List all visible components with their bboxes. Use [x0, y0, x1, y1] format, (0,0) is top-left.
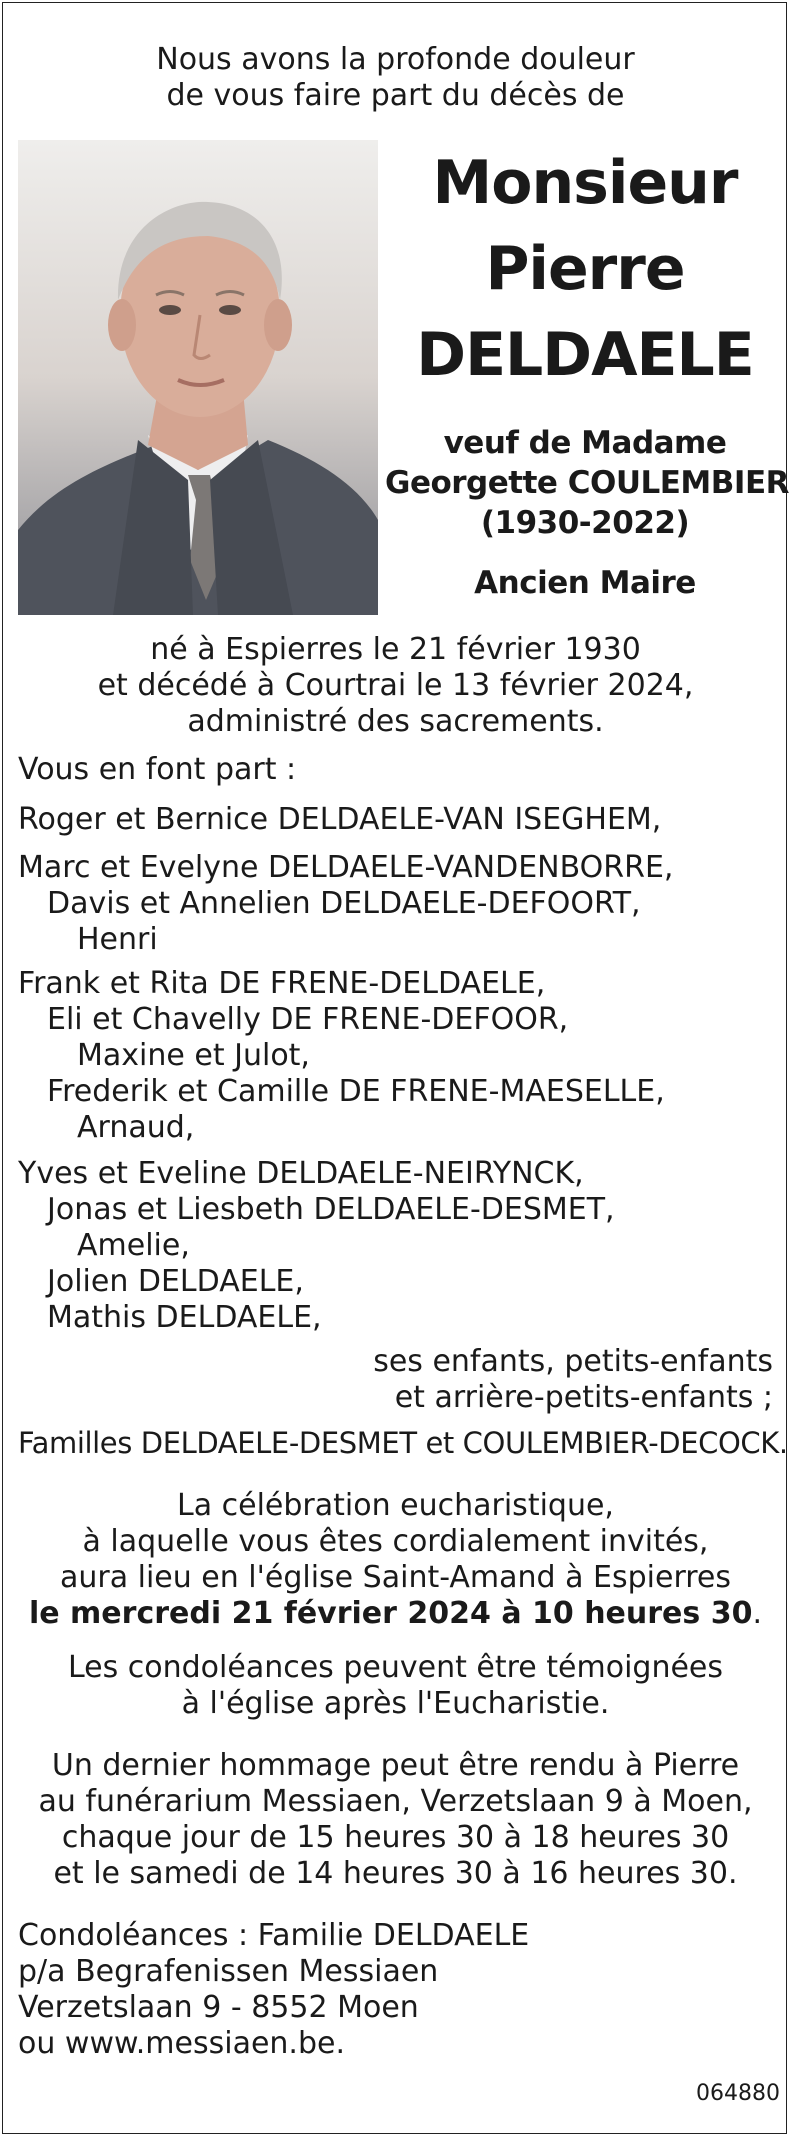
condolences-line-2: à l'église après l'Eucharistie.: [181, 1686, 610, 1721]
title-ancien-maire: Ancien Maire: [474, 565, 696, 601]
address-line-3: Verzetslaan 9 - 8552 Moen: [18, 1990, 419, 2025]
tribute-line-2: au funérarium Messiaen, Verzetslaan 9 à Moen,: [38, 1784, 753, 1819]
website-line: ou www.messiaen.be.: [18, 2026, 345, 2061]
relation-line-1: ses enfants, petits-enfants: [373, 1344, 773, 1379]
family-line: Henri: [77, 922, 158, 957]
family-line: Frank et Rita DE FRENE-DELDAELE,: [18, 966, 546, 1001]
family-line: Eli et Chavelly DE FRENE-DEFOOR,: [47, 1002, 569, 1037]
ceremony-line-1: La célébration eucharistique,: [177, 1488, 614, 1523]
families-line: Familles DELDAELE-DESMET et COULEMBIER-DECOCK.: [18, 1426, 788, 1460]
relation-line-2: et arrière-petits-enfants ;: [394, 1380, 773, 1415]
ceremony-period: .: [752, 1596, 763, 1631]
intro-line-1: Nous avons la profonde douleur: [156, 42, 635, 77]
announce-label: Vous en font part :: [18, 752, 297, 787]
ceremony-date: le mercredi 21 février 2024 à 10 heures 30: [28, 1596, 753, 1631]
ceremony-date-line: [0, 1596, 791, 1632]
tribute-line-3: chaque jour de 15 heures 30 à 18 heures 30: [61, 1820, 730, 1855]
family-line: Maxine et Julot,: [77, 1038, 310, 1073]
family-line: Yves et Eveline DELDAELE-NEIRYNCK,: [18, 1156, 584, 1191]
name-last: DELDAELE: [416, 320, 754, 390]
reference-number: 064880: [696, 2081, 780, 2106]
family-line: Jonas et Liesbeth DELDAELE-DESMET,: [47, 1192, 615, 1227]
spouse-line-2: Georgette COULEMBIER: [385, 465, 789, 501]
address-line-2: p/a Begrafenissen Messiaen: [18, 1954, 439, 1989]
condolences-line-1: Les condoléances peuvent être témoignées: [67, 1650, 724, 1685]
family-line: Marc et Evelyne DELDAELE-VANDENBORRE,: [18, 850, 674, 885]
tribute-line-4: et le samedi de 14 heures 30 à 16 heures 30.: [53, 1856, 738, 1891]
ceremony-line-3: aura lieu en l'église Saint-Amand à Espierres: [59, 1560, 732, 1595]
spouse-line-3: (1930-2022): [480, 505, 690, 541]
ceremony-line-2: à laquelle vous êtes cordialement invités,: [82, 1524, 709, 1559]
tribute-line-1: Un dernier hommage peut être rendu à Pierre: [51, 1748, 740, 1783]
portrait-photo: [18, 140, 378, 615]
spouse-line-1: veuf de Madame: [443, 425, 727, 461]
family-line: Roger et Bernice DELDAELE-VAN ISEGHEM,: [18, 802, 662, 837]
birth-line: né à Espierres le 21 février 1930: [150, 632, 641, 667]
sacrament-line: administré des sacrements.: [187, 704, 604, 739]
address-line-1: Condoléances : Familie DELDAELE: [18, 1918, 530, 1953]
name-honorific: Monsieur: [432, 148, 738, 218]
family-line: Jolien DELDAELE,: [47, 1264, 304, 1299]
family-line: Mathis DELDAELE,: [47, 1300, 322, 1335]
family-line: Davis et Annelien DELDAELE-DEFOORT,: [47, 886, 641, 921]
death-line: et décédé à Courtrai le 13 février 2024,: [97, 668, 694, 703]
name-first: Pierre: [485, 234, 685, 304]
family-line: Amelie,: [77, 1228, 190, 1263]
family-line: Arnaud,: [77, 1110, 195, 1145]
intro-line-2: de vous faire part du décès de: [166, 78, 625, 113]
family-line: Frederik et Camille DE FRENE-MAESELLE,: [47, 1074, 665, 1109]
